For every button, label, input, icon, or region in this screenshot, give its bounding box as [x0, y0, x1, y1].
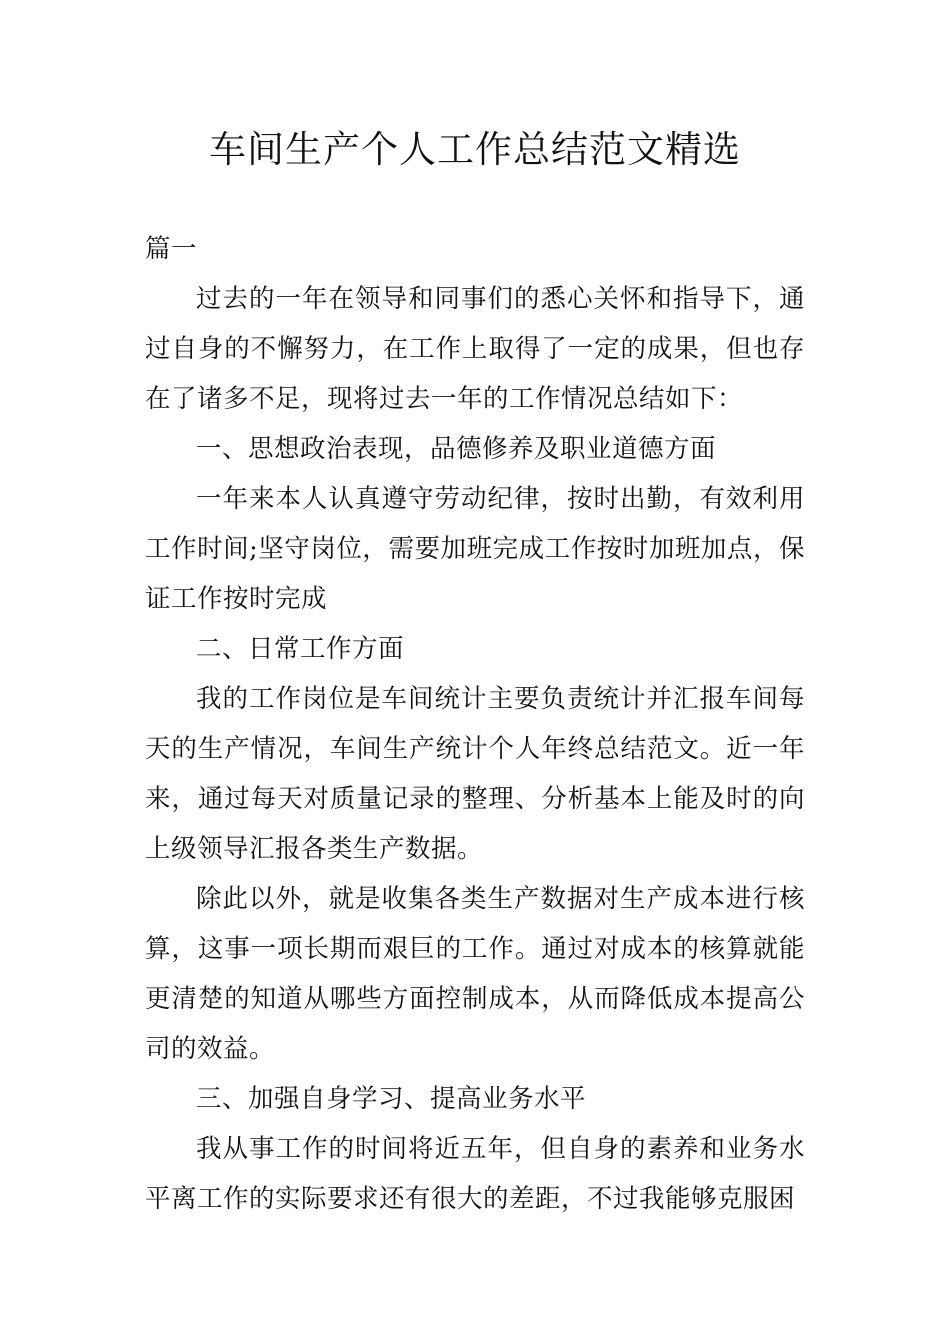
paragraph-daily-work: 我的工作岗位是车间统计主要负责统计并汇报车间每天的生产情况，车间生产统计个人年终总结范文。近一年来，通过每天对质量记录的整理、分析基本上能及时的向上级领导汇报各类生产数据。 — [145, 684, 805, 864]
paragraph-self-learning: 我从事工作的时间将近五年，但自身的素养和业务水平离工作的实际要求还有很大的差距，不过我能够克服困 — [145, 1134, 805, 1214]
paragraph-cost-accounting: 除此以外，就是收集各类生产数据对生产成本进行核算，这事一项长期而艰巨的工作。通过对成本的核算就能更清楚的知道从哪些方面控制成本，从而降低成本提高公司的效益。 — [145, 884, 805, 1064]
section-label: 篇一 — [145, 234, 198, 264]
document-body — [145, 224, 805, 1224]
paragraph-ideology: 一年来本人认真遵守劳动纪律，按时出勤，有效利用工作时间;坚守岗位，需要加班完成工作按时加班加点，保证工作按时完成 — [145, 484, 805, 614]
heading-daily-work: 二、日常工作方面 — [196, 634, 405, 664]
paragraph-intro: 过去的一年在领导和同事们的悉心关怀和指导下，通过自身的不懈努力，在工作上取得了一定的成果，但也存在了诸多不足，现将过去一年的工作情况总结如下： — [145, 284, 805, 414]
heading-ideology: 一、思想政治表现，品德修养及职业道德方面 — [196, 434, 717, 464]
heading-self-learning: 三、加强自身学习、提高业务水平 — [196, 1084, 587, 1114]
document-title: 车间生产个人工作总结范文精选 — [209, 128, 741, 171]
